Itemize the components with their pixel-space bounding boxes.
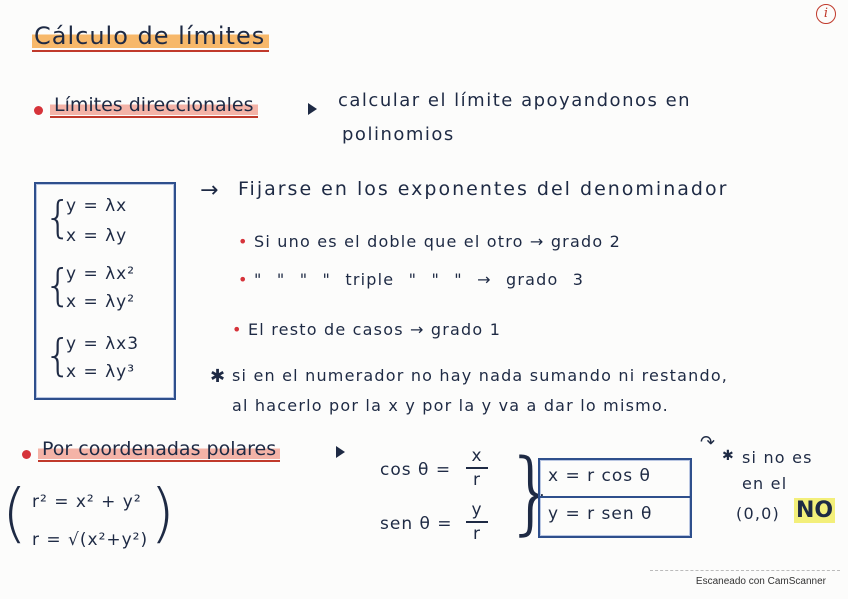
systems-box bbox=[34, 182, 176, 400]
side-note-line2: en el bbox=[742, 474, 788, 493]
star-note-line2: al hacerlo por la x y por la y va a dar lo mismo. bbox=[232, 396, 669, 415]
brace-icon: { bbox=[44, 192, 72, 243]
cos-fraction bbox=[466, 446, 488, 490]
star-note-line1: si en el numerador no hay nada sumando ni restando, bbox=[232, 366, 729, 385]
brace-right-icon: } bbox=[504, 440, 562, 545]
asterisk-icon: ✱ bbox=[210, 366, 226, 387]
polar-box bbox=[538, 458, 692, 538]
section2-heading-text: Por coordenadas polares bbox=[38, 438, 280, 462]
rule-bullet: • bbox=[232, 320, 242, 339]
cos-numerator: x bbox=[471, 446, 483, 466]
section1-heading bbox=[50, 94, 258, 116]
arrow-right-icon: → bbox=[200, 178, 220, 203]
system-1-eq-1: y = λx bbox=[66, 196, 128, 216]
system-3-eq-1: y = λx3 bbox=[66, 334, 140, 354]
section1-heading-text: Límites direccionales bbox=[50, 94, 258, 118]
sen-numerator: y bbox=[471, 500, 483, 520]
cos-denominator: r bbox=[473, 470, 481, 490]
note-header: Fijarse en los exponentes del denominador bbox=[238, 178, 729, 200]
system-2-eq-1: y = λx² bbox=[66, 264, 136, 284]
paren-right-icon: ) bbox=[150, 477, 175, 551]
brace-icon: { bbox=[44, 260, 72, 311]
asterisk-icon: ✱ bbox=[722, 448, 734, 464]
rule-bullet: • bbox=[238, 232, 248, 251]
polar-eq-1: r² = x² + y² bbox=[32, 492, 142, 512]
curved-arrow-icon: ↷ bbox=[700, 432, 716, 453]
footer-text: Escaneado con CamScanner bbox=[695, 576, 826, 587]
info-icon: i bbox=[816, 4, 836, 24]
fraction-bar bbox=[466, 467, 488, 469]
fraction-bar bbox=[466, 521, 488, 523]
polar-box-eq-1: x = r cos θ bbox=[548, 466, 651, 486]
rule-3: El resto de casos → grado 1 bbox=[248, 320, 502, 339]
system-2-eq-2: x = λy² bbox=[66, 292, 136, 312]
polar-eq-2: r = √(x²+y²) bbox=[32, 530, 149, 550]
paren-left-icon: ( bbox=[2, 477, 27, 551]
section2-bullet bbox=[22, 450, 31, 459]
sen-denominator: r bbox=[473, 524, 481, 544]
cos-label: cos θ = bbox=[380, 460, 452, 480]
polar-box-eq-2: y = r sen θ bbox=[548, 504, 653, 524]
side-note-line1: si no es bbox=[742, 448, 813, 467]
rule-bullet: • bbox=[238, 270, 248, 289]
section1-description-line1: calcular el límite apoyandonos en bbox=[338, 90, 692, 111]
arrow-right-icon bbox=[336, 446, 345, 458]
section1-bullet bbox=[34, 106, 43, 115]
sen-fraction bbox=[466, 500, 488, 544]
section1-description-line2: polinomios bbox=[342, 124, 455, 145]
arrow-right-icon bbox=[308, 103, 317, 115]
section2-heading bbox=[38, 438, 280, 460]
side-note-line3: (0,0) bbox=[736, 504, 780, 523]
rule-1: Si uno es el doble que el otro → grado 2 bbox=[254, 232, 621, 251]
page-title-text: Cálculo de límites bbox=[32, 22, 269, 52]
page-title bbox=[32, 22, 269, 50]
footer-divider bbox=[650, 570, 840, 571]
brace-icon: { bbox=[44, 330, 72, 381]
system-3-eq-2: x = λy³ bbox=[66, 362, 136, 382]
system-1-eq-2: x = λy bbox=[66, 226, 128, 246]
rule-2: " " " " triple " " " → grado 3 bbox=[254, 270, 585, 289]
polar-box-divider bbox=[540, 496, 690, 498]
sen-label: sen θ = bbox=[380, 514, 453, 534]
side-note-no: NO bbox=[796, 498, 834, 523]
